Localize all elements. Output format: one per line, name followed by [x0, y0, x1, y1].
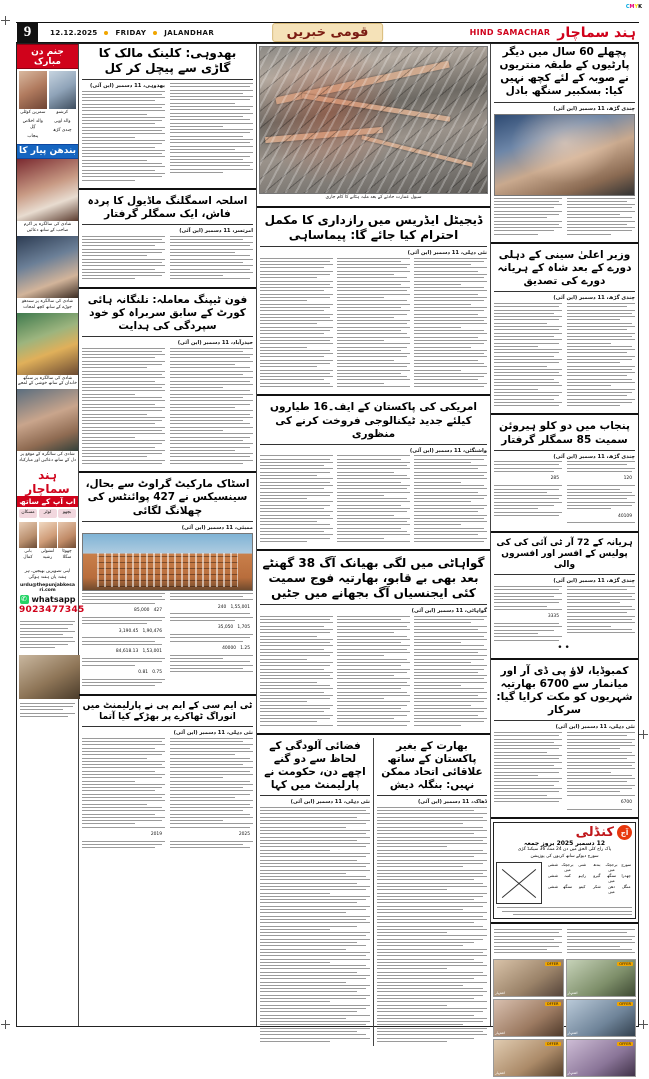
figure: 1,90,476 — [142, 628, 162, 634]
masthead-brand — [470, 25, 639, 41]
ad-label: اشتہار — [495, 1071, 506, 1076]
couple-caption: شادی کی سالگرہ پر اکرم صاحب کے ساتھ دعائیں — [23, 221, 72, 233]
planet-sign: ششی — [547, 873, 558, 879]
figure: 240 — [217, 604, 227, 610]
planet-name: چھدرا — [621, 873, 631, 879]
sidebar-filler-text — [17, 701, 78, 721]
couple-photo — [17, 236, 78, 298]
planet-sign: گیرو — [593, 873, 601, 879]
sidebar-column — [17, 44, 85, 1026]
story-f16 — [257, 399, 490, 546]
today-badge: آج — [617, 825, 632, 840]
whatsapp-row[interactable] — [19, 595, 76, 604]
story-air-pollution — [257, 738, 374, 1046]
kid-entry — [39, 522, 57, 563]
sidebar-ad-photo[interactable] — [19, 655, 80, 699]
birthday-photo-pair — [17, 69, 78, 144]
offer-badge: OFFER — [546, 1042, 559, 1047]
crop-mark-bottom-left — [1, 1020, 10, 1029]
couple-entry — [17, 389, 78, 466]
bottom-stories-row — [257, 738, 490, 1046]
ad-cell[interactable] — [566, 999, 637, 1037]
planet-state: کنبہ — [564, 873, 571, 879]
story-weapon-smuggling — [79, 193, 256, 284]
figure: 0.75 — [152, 670, 162, 675]
figure: 427 — [153, 607, 162, 613]
planet-state: سنگھ میں — [606, 873, 617, 884]
crop-mark-top-left — [1, 16, 10, 25]
birthday-parent: والد اوپی — [53, 118, 71, 124]
kid-photo-row — [17, 520, 78, 565]
masthead — [16, 22, 639, 43]
kid-photo — [58, 522, 76, 548]
dateline: بھدوہی، 11 دسمبر (این آئی) — [89, 83, 165, 89]
figure: 3335 — [547, 614, 559, 620]
ad-cell[interactable] — [566, 1039, 637, 1077]
submission-email[interactable]: urdu@thepunjabkesari.com — [20, 582, 75, 593]
horoscope-box — [493, 822, 636, 919]
headline: فضائی آلودگی کے لحاظ سے دو گنے اچھے دن، حکومت نے پارلیمنٹ میں کہا — [264, 739, 366, 792]
kid-caption: انشولی رشید — [40, 549, 55, 561]
dateline: چندی گڑھ، 11 دسمبر (این آئی) — [553, 295, 635, 302]
kid-entry — [19, 522, 37, 563]
figure: 0.81 — [138, 670, 149, 675]
figure: 1,705 — [237, 625, 250, 631]
avatar — [49, 71, 77, 109]
figure: 84,618.13 — [115, 649, 139, 655]
planet-sign: ششی — [547, 862, 558, 868]
story-cambodia-rescue — [491, 663, 638, 814]
kundli-chart — [496, 862, 542, 904]
cmyk-registration-marks: CMYK — [625, 4, 642, 10]
figure: 6700 — [620, 799, 632, 805]
offer-badge: OFFER — [546, 1002, 559, 1007]
page-frame — [16, 43, 639, 1076]
offer-badge: OFFER — [619, 962, 631, 967]
dateline: نئی دہلی، 11 دسمبر (این آئی) — [555, 724, 635, 731]
story-phone-tapping — [79, 292, 256, 469]
dateline: حیدرآباد، 11 دسمبر (این آئی) — [177, 340, 253, 347]
column-one — [79, 44, 257, 1026]
planet-state: برجچک میں — [561, 862, 574, 873]
headline: اسلحہ اسمگلنگ ماڈیول کا پردہ فاش، ایک سمگلر گرفتار — [87, 194, 248, 220]
planet-name: راہو — [578, 873, 586, 879]
headline: امریکی کی پاکستان کے ایف۔16 طیاروں کیلئے جدید ٹیکنالوجی فروخت کرنے کی منظوری — [270, 401, 477, 440]
continuation-dots: •• — [557, 642, 572, 653]
masthead-day: FRIDAY — [115, 28, 147, 37]
planet-sign: ششی — [547, 884, 558, 890]
ad-label: اشتہار — [567, 991, 578, 996]
story-badal — [491, 44, 638, 239]
headline: فون ٹیپنگ معاملہ: تلنگانہ ہائی کورٹ کے سابق سربراہ کو خود سپردگی کی ہدایت — [87, 293, 248, 332]
brand-name-english: HIND SAMACHAR — [469, 28, 551, 37]
footer-brand-tagline: اب آپ کے ساتھ — [17, 496, 78, 507]
classified-ad-grid — [491, 957, 638, 1079]
couple-caption: شادی کی سالگرہ کے موقع پر دل کے ساتھ دعائیں اور مبارکباد — [19, 452, 76, 464]
dateline: چندی گڑھ، 11 دسمبر (این آئی) — [553, 578, 635, 585]
horoscope-title: کنڈلی — [575, 825, 614, 840]
submission-box — [17, 565, 85, 619]
kid-label-row — [17, 507, 78, 520]
figure: 120 — [623, 476, 632, 482]
figure: 1.25 — [240, 645, 250, 651]
couple-photo — [17, 389, 78, 451]
planet-name: شنی — [578, 862, 587, 868]
headline: کمبوڈیا، لاؤ پی ڈی آر اور میانمار سے 6700 بھارتیہ شہریوں کو مکت کرایا گیا: سرکار — [496, 664, 633, 717]
story-guwahati-fire — [257, 554, 490, 730]
photo-caption: سیول عمارت حادثے کے بعد ملبہ ہٹانے کا کام جاری — [325, 195, 422, 200]
section-banner: قومی خبریں — [272, 23, 384, 42]
dateline: چندی گڑھ، 11 دسمبر (این آئی) — [553, 105, 635, 112]
horoscope-header — [494, 823, 635, 840]
couple-photo — [17, 159, 78, 221]
headline: گواہاٹی میں لگی بھیانک آگ 38 گھنٹے بعد بھی بے قابو، بھارتیہ فوج سمیت کئی ایجنسیاں آگ بجھانے میں جٹیں — [262, 556, 485, 601]
birthday-name: کرشنو — [56, 110, 69, 115]
planet-state: دھن میں — [608, 884, 615, 895]
brand-name-urdu: ہند سماچار — [557, 24, 636, 41]
birthday-city: پنجاب — [27, 133, 39, 139]
headline: وزیر اعلیٰ سینی کے دہلی دورے کے بعد شاہ کے ہریانہ دورے کی تصدیق — [497, 249, 632, 288]
kid-photo — [19, 522, 37, 548]
dateline: امرتسر، 11 دسمبر (این آئی) — [179, 228, 253, 235]
couple-photo — [17, 313, 78, 375]
couple-entry — [17, 236, 78, 313]
crop-mark-top-right — [639, 730, 648, 739]
planet-sign: شکر — [592, 884, 601, 890]
dateline: گواہاٹی، 11 دسمبر (این آئی) — [411, 608, 487, 615]
headline: ٹی ایم سی کے ایم پی نے پارلیمنٹ میں انوراگ ٹھاکرے پر بھڑکے کیا آتما — [82, 700, 253, 722]
figure: 40000 — [222, 645, 237, 651]
ad-cell[interactable] — [493, 999, 564, 1037]
figure: 40109 — [618, 513, 632, 519]
figure: 1,53,001 — [142, 649, 162, 655]
story-digital-address — [257, 211, 490, 391]
figure: 1,55,001 — [230, 604, 250, 610]
headline: اسٹاک مارکیٹ گراوٹ سے بحال، سینسیکس نے 427 پوائنٹس کی چھلانگ لگائی — [85, 478, 250, 517]
birthday-entry — [19, 71, 47, 142]
separator-dot-icon — [104, 31, 108, 35]
sidebar-footer-logo — [17, 466, 78, 507]
planet-state: برجچک میں — [605, 862, 618, 873]
dateline: واشنگٹن، 11 دسمبر (این آئی) — [409, 447, 487, 454]
story-stock-market — [79, 476, 256, 690]
story-bhadohi — [79, 44, 256, 185]
planet-name: سورج — [621, 862, 632, 868]
headline: ہریانہ کے 72 آر ٹی آئی کی کی پولیس کے افسر اور افسروں والی — [496, 537, 633, 571]
couple-entry — [17, 159, 78, 236]
kid-photo — [39, 522, 57, 548]
politician-portrait — [494, 114, 635, 196]
avatar — [19, 71, 47, 109]
masthead-city: JALANDHAR — [164, 28, 215, 37]
sidebar-band-birthday: جنم دن مبارک — [17, 44, 78, 69]
offer-badge: OFFER — [546, 962, 559, 967]
ad-cell[interactable] — [493, 1039, 564, 1077]
story-haryana-rti — [491, 536, 638, 655]
ad-label: اشتہار — [567, 1031, 578, 1036]
horoscope-subline-1: پاک راج کلی الحق میں دن 24 منٹ 36 سیکنڈ گڑی — [517, 847, 612, 852]
kid-label: ٹوٹر — [39, 509, 57, 518]
footer-brand-urdu: ہند سماچار — [25, 468, 70, 497]
planet-sign: بندھ — [593, 862, 601, 868]
planet-name: کیتو — [578, 884, 586, 890]
kid-caption: بانی کمال — [23, 549, 33, 561]
ad-label: اشتہار — [495, 1031, 506, 1036]
dateline: ڈھاکہ، 11 دسمبر (این آئی) — [417, 799, 487, 806]
crop-mark-bottom-right — [639, 1020, 648, 1029]
dateline: نئی دہلی، 11 دسمبر (این آئی) — [173, 730, 253, 737]
couple-caption: شادی کی سالگرہ پر سنگھ خاندان کے ساتھ خوشی کے لمحے — [18, 375, 77, 387]
page-number: 9 — [17, 23, 38, 42]
couple-entry — [17, 313, 78, 390]
column-three — [491, 44, 638, 1076]
kid-label: مسکان — [19, 509, 37, 518]
kid-entry — [58, 522, 76, 563]
dateline: چندی گڑھ، 11 دسمبر (این آئی) — [553, 453, 635, 460]
story-punjab-smugglers — [491, 418, 638, 527]
ad-label: اشتہار — [567, 1071, 578, 1076]
story-tmc-mp — [79, 699, 256, 853]
figure: 85,000 — [134, 607, 150, 613]
story-bangladesh — [374, 738, 490, 1046]
building-photo — [82, 533, 253, 591]
planet-state: سنگھ — [562, 884, 573, 890]
offer-badge: OFFER — [619, 1002, 631, 1007]
horoscope-date: 12 دسمبر 2025 بروز جمعہ — [523, 840, 606, 847]
planet-name: منگل — [621, 884, 631, 890]
headline: پنجاب میں دو کلو ہیروئن سمیت 85 سمگلر گرفتار — [499, 420, 630, 446]
ad-cell[interactable] — [566, 959, 637, 997]
kid-label: بچھو — [58, 509, 76, 518]
kid-caption: چھوٹا منگلا — [62, 549, 72, 561]
sidebar-filler-text — [17, 619, 78, 653]
whatsapp-icon: ✆ — [21, 595, 27, 604]
couple-caption: شادی کی سالگرہ پر سندھو جوڑے کے ساتھ کچھ لمحات — [21, 298, 74, 310]
column-two — [257, 44, 491, 1026]
story-cm-saini — [491, 247, 638, 410]
figure: 3,190.45 — [118, 628, 139, 634]
headline: بھارت کے بغیر پاکستان کے ساتھ علاقائی اتحاد ممکن نہیں: بنگلہ دیش — [381, 739, 483, 792]
horoscope-subline-2: سورج دیوکے ساتھ کرنوں کی پوزیشن — [530, 853, 599, 859]
figure: 2019 — [150, 832, 162, 838]
sidebar-band-bond: بندھن پیار کا — [17, 144, 78, 159]
birthday-name: سمرین کوٹلی — [20, 110, 46, 115]
column-three-filler — [491, 927, 638, 957]
figure: 35,050 — [217, 625, 234, 631]
headline: ڈیجیٹل ایڈریس میں رازداری کا مکمل احترام کیا جائے گا: پیماساہی — [264, 213, 483, 242]
separator-dot-icon — [153, 31, 157, 35]
figure: 2025 — [238, 832, 250, 838]
masthead-date: 12.12.2025 — [50, 28, 98, 37]
headline: پچھلے 60 سال میں دیگر پارٹیوں کے طبقہ منتریوں نے صوبہ کے لئے کچھ نہیں کیا: بسکبیر سنگھ بادل — [499, 46, 630, 98]
dateline: ممبئی، 11 دسمبر (این آئی) — [181, 524, 253, 531]
lead-photo-block — [257, 44, 490, 203]
headline: بھدوہی: کلینک مالک کا گاڑی سے پیچل کر کل — [98, 46, 237, 75]
collapse-site-photo — [259, 46, 488, 194]
planet-position-table — [544, 860, 635, 896]
birthday-city: چندی گڑھ — [52, 127, 72, 133]
birthday-entry — [49, 71, 77, 142]
figure: 285 — [550, 476, 559, 482]
submission-note: اپنی تصویریں بھیجیں، ہر ہفتہ پان ہفتہ ہوگی — [24, 569, 71, 580]
birthday-parent: والد اخلاص گِل — [22, 118, 43, 130]
whatsapp-number[interactable]: 9023477345 — [19, 604, 85, 615]
ad-label: اشتہار — [495, 991, 506, 996]
dateline: نئی دہلی، 11 دسمبر (این آئی) — [290, 799, 370, 806]
offer-badge: OFFER — [619, 1042, 631, 1047]
dateline: نئی دہلی، 11 دسمبر (این آئی) — [407, 250, 487, 256]
whatsapp-label: whatsapp — [31, 594, 76, 604]
ad-cell[interactable] — [493, 959, 564, 997]
